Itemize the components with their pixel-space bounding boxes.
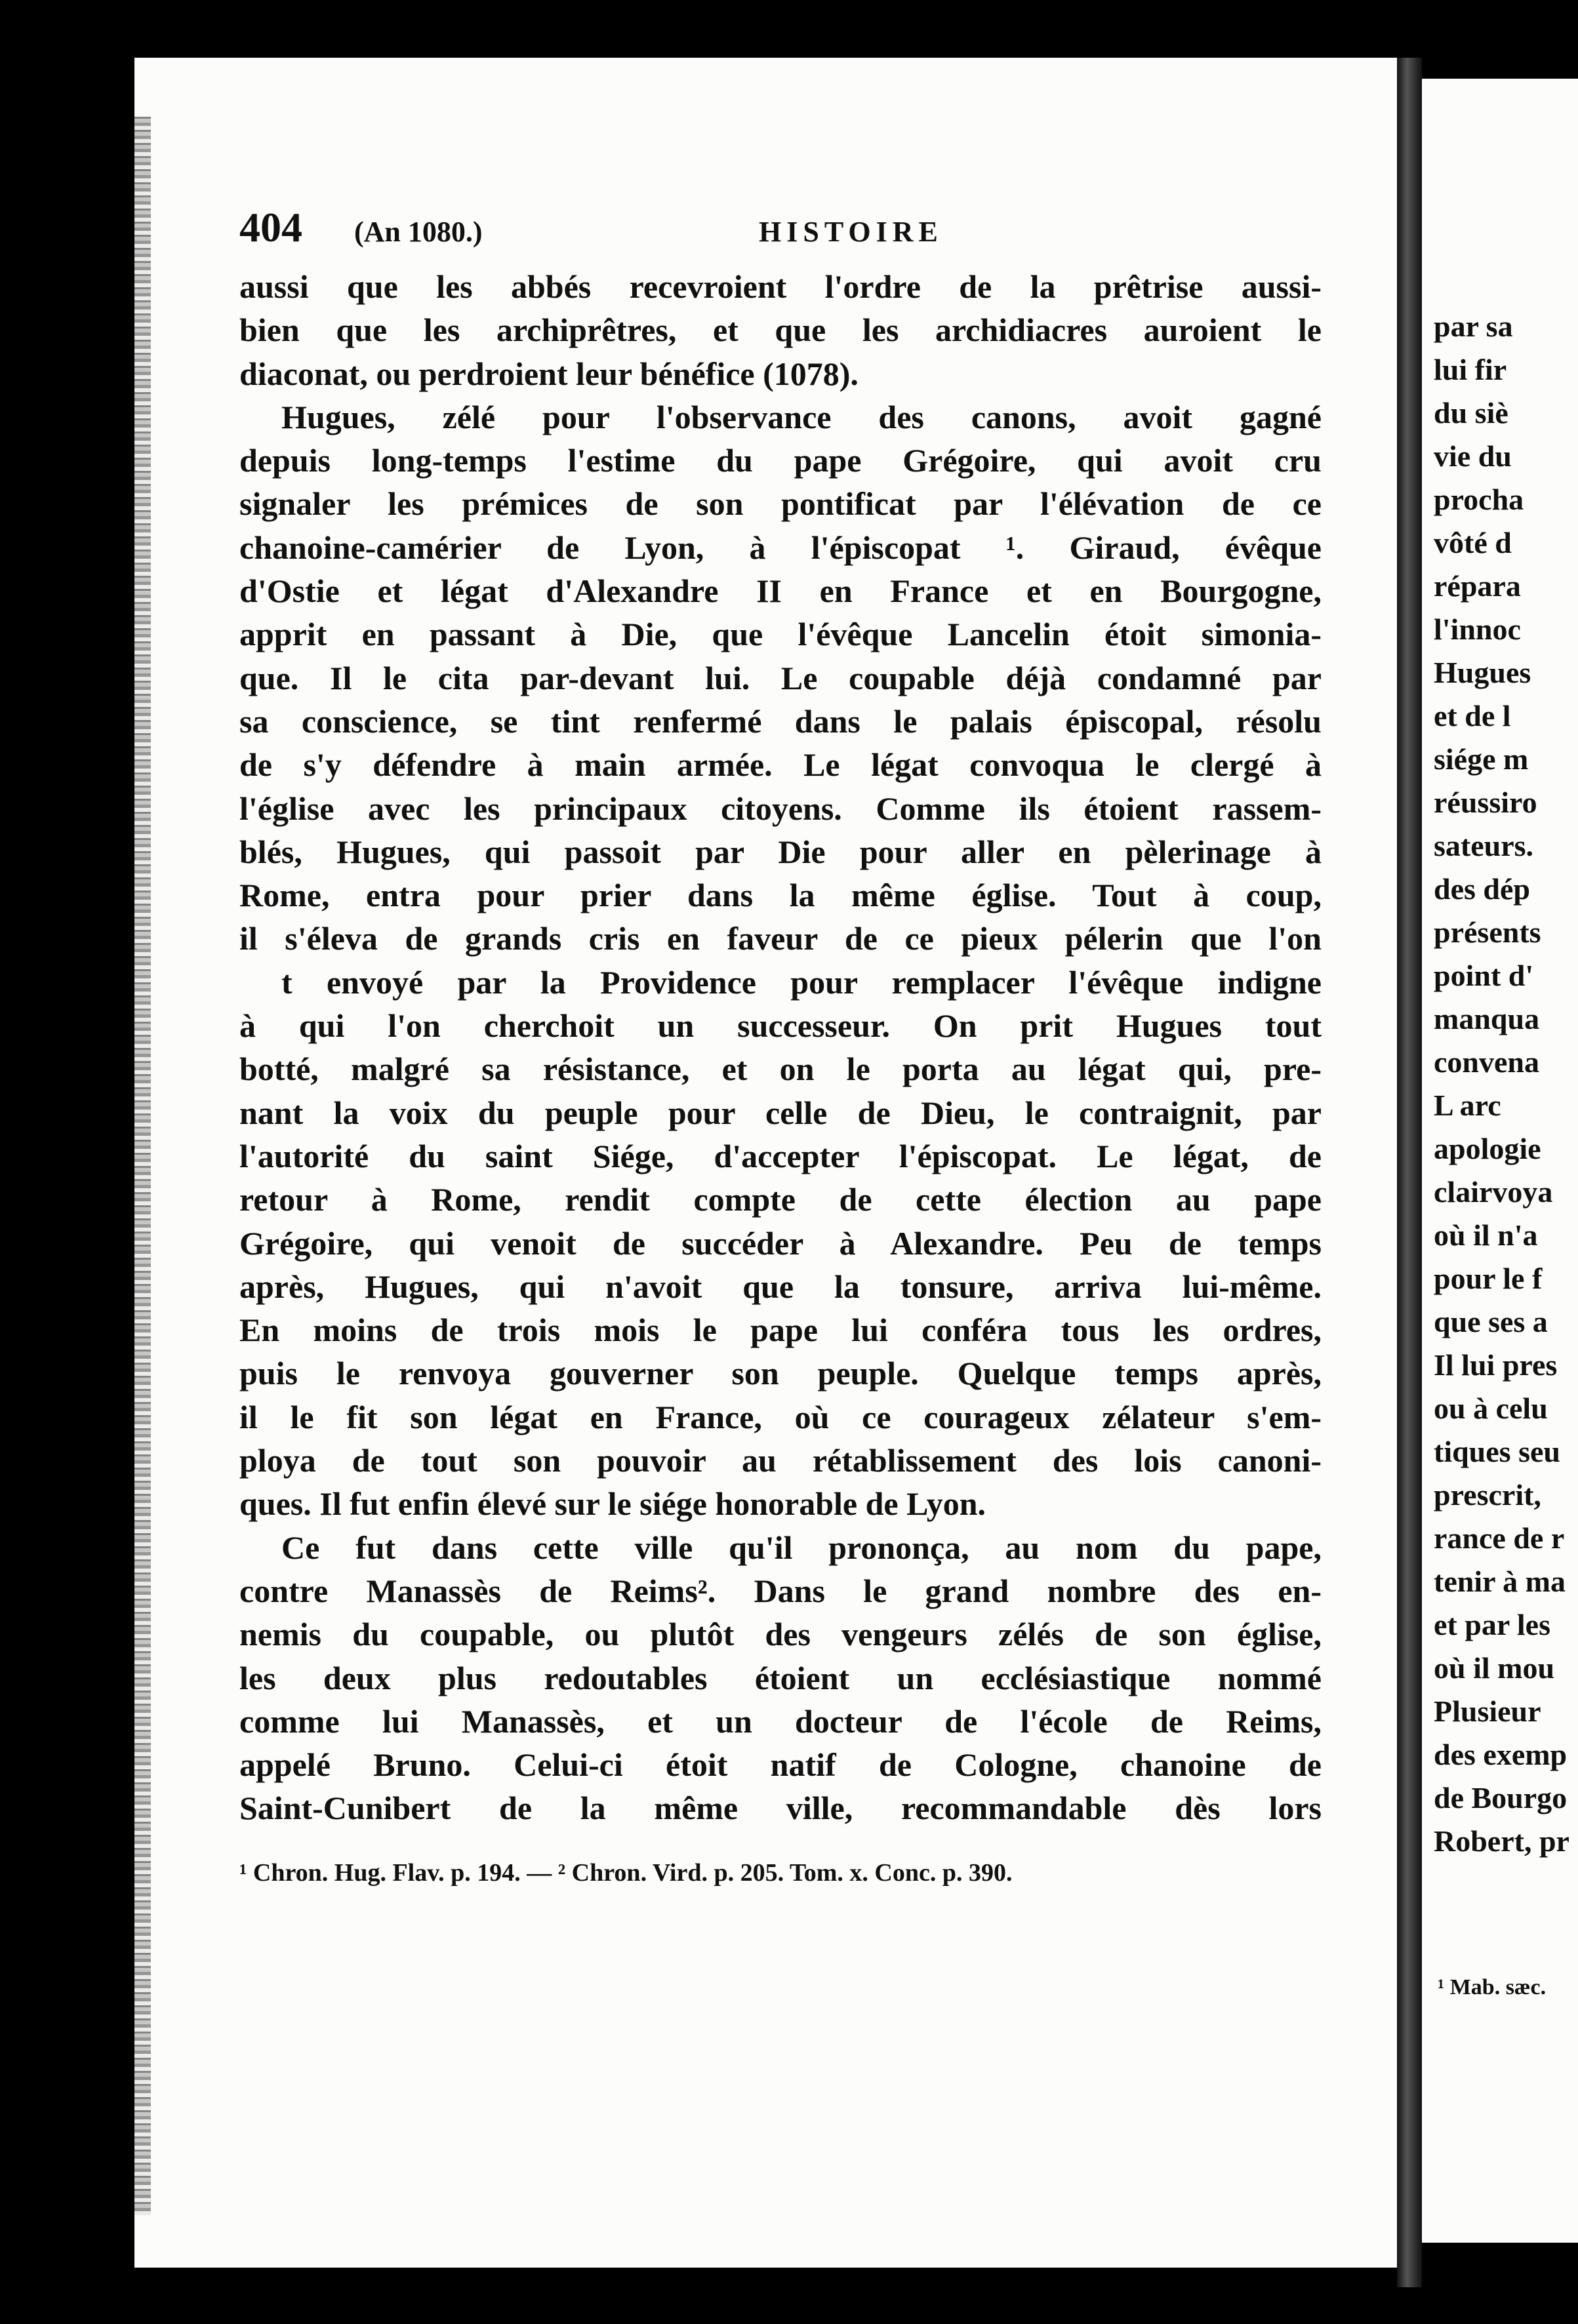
text-line: et par les [1434, 1608, 1551, 1641]
text-line: apprit en passant à Die, que l'évêque Lancelin étoit simonia- [239, 616, 1322, 653]
text-line: Il lui pres [1434, 1348, 1558, 1382]
text-line: L arc [1434, 1089, 1501, 1122]
running-header [239, 203, 1322, 262]
text-line: prescrit, [1434, 1478, 1541, 1512]
right-page-text [1434, 305, 1569, 1863]
text-line: tiques seu [1434, 1435, 1560, 1468]
text-line: contre Manassès de Reims². Dans le grand nombre des en- [239, 1572, 1322, 1609]
text-line: du siè [1434, 396, 1508, 430]
text-line: et de l [1434, 699, 1511, 732]
text-line: Grégoire, qui venoit de succéder à Alexandre. Peu de temps [239, 1224, 1322, 1262]
text-line: rance de r [1434, 1521, 1565, 1555]
text-line: il s'éleva de grands cris en faveur de ce pieux pélerin que l'on [239, 920, 1322, 957]
text-line: aussi que les abbés recevroient l'ordre de la prêtrise aussi- [239, 268, 1322, 305]
text-line: des dép [1434, 872, 1530, 906]
text-line: Robert, pr [1434, 1824, 1569, 1858]
text-line: de s'y défendre à main armée. Le légat convoqua le clergé à [239, 746, 1322, 784]
text-line: à qui l'on cherchoit un successeur. On prit Hugues tout [239, 1007, 1322, 1045]
text-line: ques. Il fut enfin élevé sur le siége honorable de Lyon. [239, 1485, 986, 1523]
left-page [134, 58, 1397, 2268]
text-line: retour à Rome, rendit compte de cette élection au pape [239, 1181, 1322, 1218]
text-line: procha [1434, 483, 1524, 516]
text-line: de Bourgo [1434, 1781, 1568, 1814]
text-line: Rome, entra pour prier dans la même église. Tout à coup, [239, 877, 1322, 914]
text-line: Ce fut dans cette ville qu'il prononça, au nom du pape, [281, 1529, 1322, 1566]
text-line: chanoine-camérier de Lyon, à l'épiscopat ¹. Giraud, évêque [239, 529, 1322, 566]
text-line: appelé Bruno. Celui-ci étoit natif de Cologne, chanoine de [239, 1746, 1322, 1784]
text-line: que. Il le cita par-devant lui. Le coupable déjà condamné par [239, 659, 1322, 696]
text-line: où il mou [1434, 1651, 1555, 1685]
text-line: par sa [1434, 310, 1513, 343]
text-line: t envoyé par la Providence pour remplacer l'évêque indigne [281, 963, 1322, 1001]
text-line: les deux plus redoutables étoient un ecclésiastique nommé [239, 1659, 1322, 1696]
text-line: puis le renvoya gouverner son peuple. Quelque temps après, [239, 1355, 1322, 1392]
text-line: Saint-Cunibert de la même ville, recommandable dès lors [239, 1790, 1322, 1827]
text-line: ou à celu [1434, 1392, 1548, 1425]
text-line: nemis du coupable, ou plutôt des vengeurs zélés de son église, [239, 1616, 1322, 1653]
text-line: siége m [1434, 742, 1529, 776]
text-line: clairvoya [1434, 1175, 1553, 1209]
text-line: il le fit son légat en France, où ce courageux zélateur s'em- [239, 1398, 1322, 1435]
text-line: où il n'a [1434, 1218, 1538, 1252]
text-line: blés, Hugues, qui passoit par Die pour aller en pèlerinage à [239, 833, 1322, 870]
text-line: Hugues [1434, 656, 1531, 689]
text-line: des exemp [1434, 1738, 1568, 1771]
text-line: après, Hugues, qui n'avoit que la tonsure, arriva lui-même. [239, 1268, 1322, 1305]
text-line: depuis long-temps l'estime du pape Grégoire, qui avoit cru [239, 442, 1322, 479]
text-line: apologie [1434, 1132, 1541, 1165]
text-line: lui fir [1434, 353, 1507, 386]
year-note: (An 1080.) [354, 216, 483, 248]
text-line: nant la voix du peuple pour celle de Dieu, le contraignit, par [239, 1094, 1322, 1131]
text-line: signaler les prémices de son pontificat par l'élévation de ce [239, 485, 1322, 523]
text-line: vie du [1434, 439, 1512, 473]
text-line: d'Ostie et légat d'Alexandre II en France et en Bourgogne, [239, 572, 1322, 610]
running-title: HISTOIRE [759, 216, 943, 248]
text-line: Hugues, zélé pour l'observance des canons, avoit gagné [281, 398, 1322, 435]
book-gutter [1397, 58, 1422, 2287]
text-line: botté, malgré sa résistance, et on le porta au légat qui, pre- [239, 1051, 1322, 1088]
text-line: l'innoc [1434, 612, 1521, 646]
body-text [239, 265, 1322, 1830]
text-line: pour le f [1434, 1262, 1543, 1295]
text-line: sateurs. [1434, 829, 1534, 862]
footnotes: ¹ Chron. Hug. Flav. p. 194. — ² Chron. Vird. p. 205. Tom. x. Conc. p. 390. [239, 1859, 1013, 1887]
text-line: diaconat, ou perdroient leur bénéfice (1078). [239, 355, 859, 392]
text-line: En moins de trois mois le pape lui conféra tous les ordres, [239, 1312, 1322, 1349]
text-line: que ses a [1434, 1305, 1548, 1338]
right-page-footnote: ¹ Mab. sæc. [1438, 1975, 1547, 1999]
text-line: manqua [1434, 1002, 1540, 1035]
text-line: sa conscience, se tint renfermé dans le palais épiscopal, résolu [239, 702, 1322, 740]
right-page-fragment [1422, 79, 1578, 2243]
text-line: ploya de tout son pouvoir au rétablissement des lois canoni- [239, 1442, 1322, 1479]
text-line: tenir à ma [1434, 1565, 1566, 1598]
text-line: vôté d [1434, 526, 1512, 559]
text-line: réussiro [1434, 786, 1537, 819]
text-line: bien que les archiprêtres, et que les archidiacres auroient le [239, 311, 1322, 349]
text-line: point d' [1434, 959, 1534, 992]
text-line: convena [1434, 1045, 1539, 1079]
text-line: présents [1434, 915, 1541, 949]
text-line: l'église avec les principaux citoyens. Comme ils étoient rassem- [239, 790, 1322, 827]
text-line: l'autorité du saint Siége, d'accepter l'épiscopat. Le légat, de [239, 1137, 1322, 1174]
text-line: comme lui Manassès, et un docteur de l'école de Reims, [239, 1702, 1322, 1740]
text-line: répara [1434, 569, 1521, 603]
page-edge-shadow [134, 117, 151, 2215]
text-line: Plusieur [1434, 1694, 1541, 1728]
page-number: 404 [239, 204, 302, 250]
